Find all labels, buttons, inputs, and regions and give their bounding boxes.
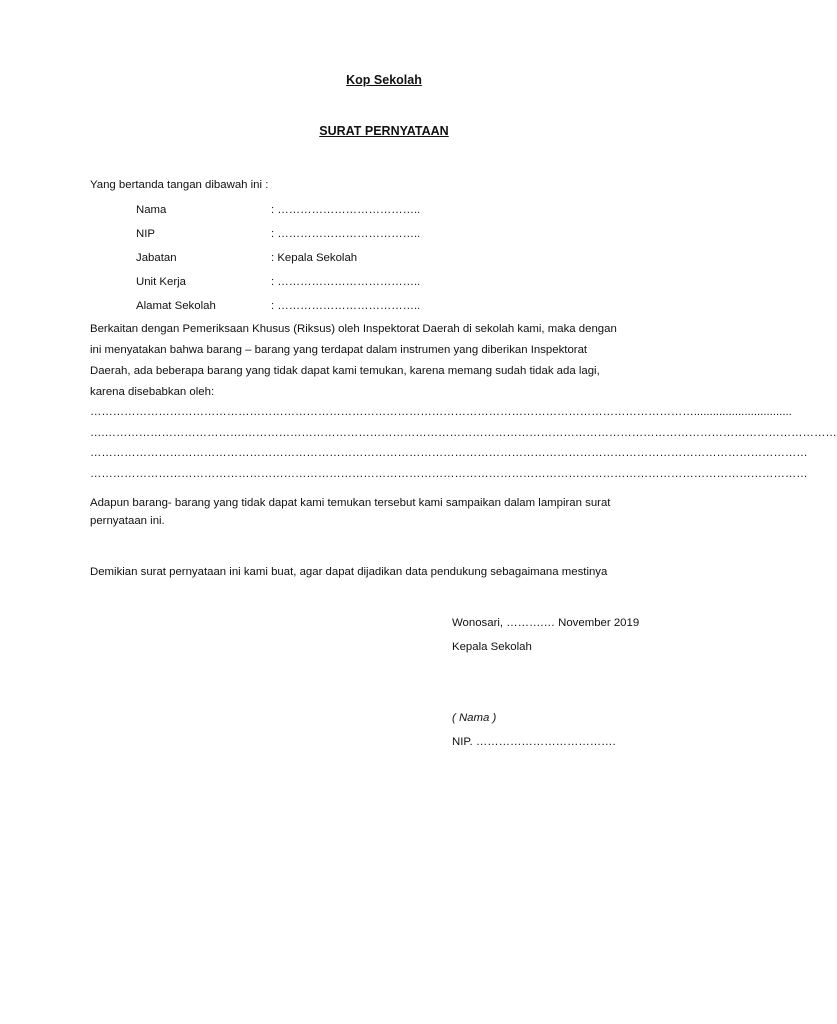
paragraph-line: Daerah, ada beberapa barang yang tidak dapat kami temukan, karena memang sudah tidak ada lagi, — [90, 365, 600, 377]
field-label-alamat-sekolah: Alamat Sekolah — [136, 300, 216, 312]
dotted-line: ……………………………………………………………………………………………………………………………………………………………………… — [90, 468, 808, 480]
signer-nip: NIP. ………………………………. — [452, 736, 616, 748]
field-value-alamat-sekolah: : ……………………………….. — [271, 300, 421, 312]
field-label-jabatan: Jabatan — [136, 252, 177, 264]
signer-position: Kepala Sekolah — [452, 641, 532, 653]
document-title: SURAT PERNYATAAN — [319, 124, 449, 138]
field-value-nip: : ……………………………….. — [271, 228, 421, 240]
dotted-line: ….……………………………….………………………………………………………………………………………………………………………………………… — [90, 427, 837, 439]
paragraph-line: ini menyatakan bahwa barang – barang yang terdapat dalam instrumen yang diberikan Inspektorat — [90, 344, 588, 356]
place-date: Wonosari, ……….… November 2019 — [452, 617, 640, 629]
field-label-nip: NIP — [136, 228, 155, 240]
paragraph-line: pernyataan ini. — [90, 515, 165, 527]
field-value-jabatan: : Kepala Sekolah — [271, 252, 358, 264]
intro-text: Yang bertanda tangan dibawah ini : — [90, 179, 269, 191]
paragraph-line: karena disebabkan oleh: — [90, 386, 215, 398]
field-value-nama: : ……………………………….. — [271, 204, 421, 216]
paragraph-line: Adapun barang- barang yang tidak dapat kami temukan tersebut kami sampaikan dalam lampiran surat — [90, 497, 611, 509]
dotted-line: ……………………………………………………………………………………………………………………………………………………………………… — [90, 447, 808, 459]
closing-statement: Demikian surat pernyataan ini kami buat, agar dapat dijadikan data pendukung sebagaimana mestinya — [90, 566, 608, 578]
field-value-unit-kerja: : ……………………………….. — [271, 276, 421, 288]
letterhead-title: Kop Sekolah — [346, 73, 422, 87]
signer-name: ( Nama ) — [452, 712, 497, 724]
paragraph-line: Berkaitan dengan Pemeriksaan Khusus (Riksus) oleh Inspektorat Daerah di sekolah kami, maka dengan — [90, 323, 617, 335]
field-label-unit-kerja: Unit Kerja — [136, 276, 187, 288]
field-label-nama: Nama — [136, 204, 167, 216]
dotted-line: ……………………………………………………………………………………………………………………………………………............................... — [90, 406, 792, 418]
